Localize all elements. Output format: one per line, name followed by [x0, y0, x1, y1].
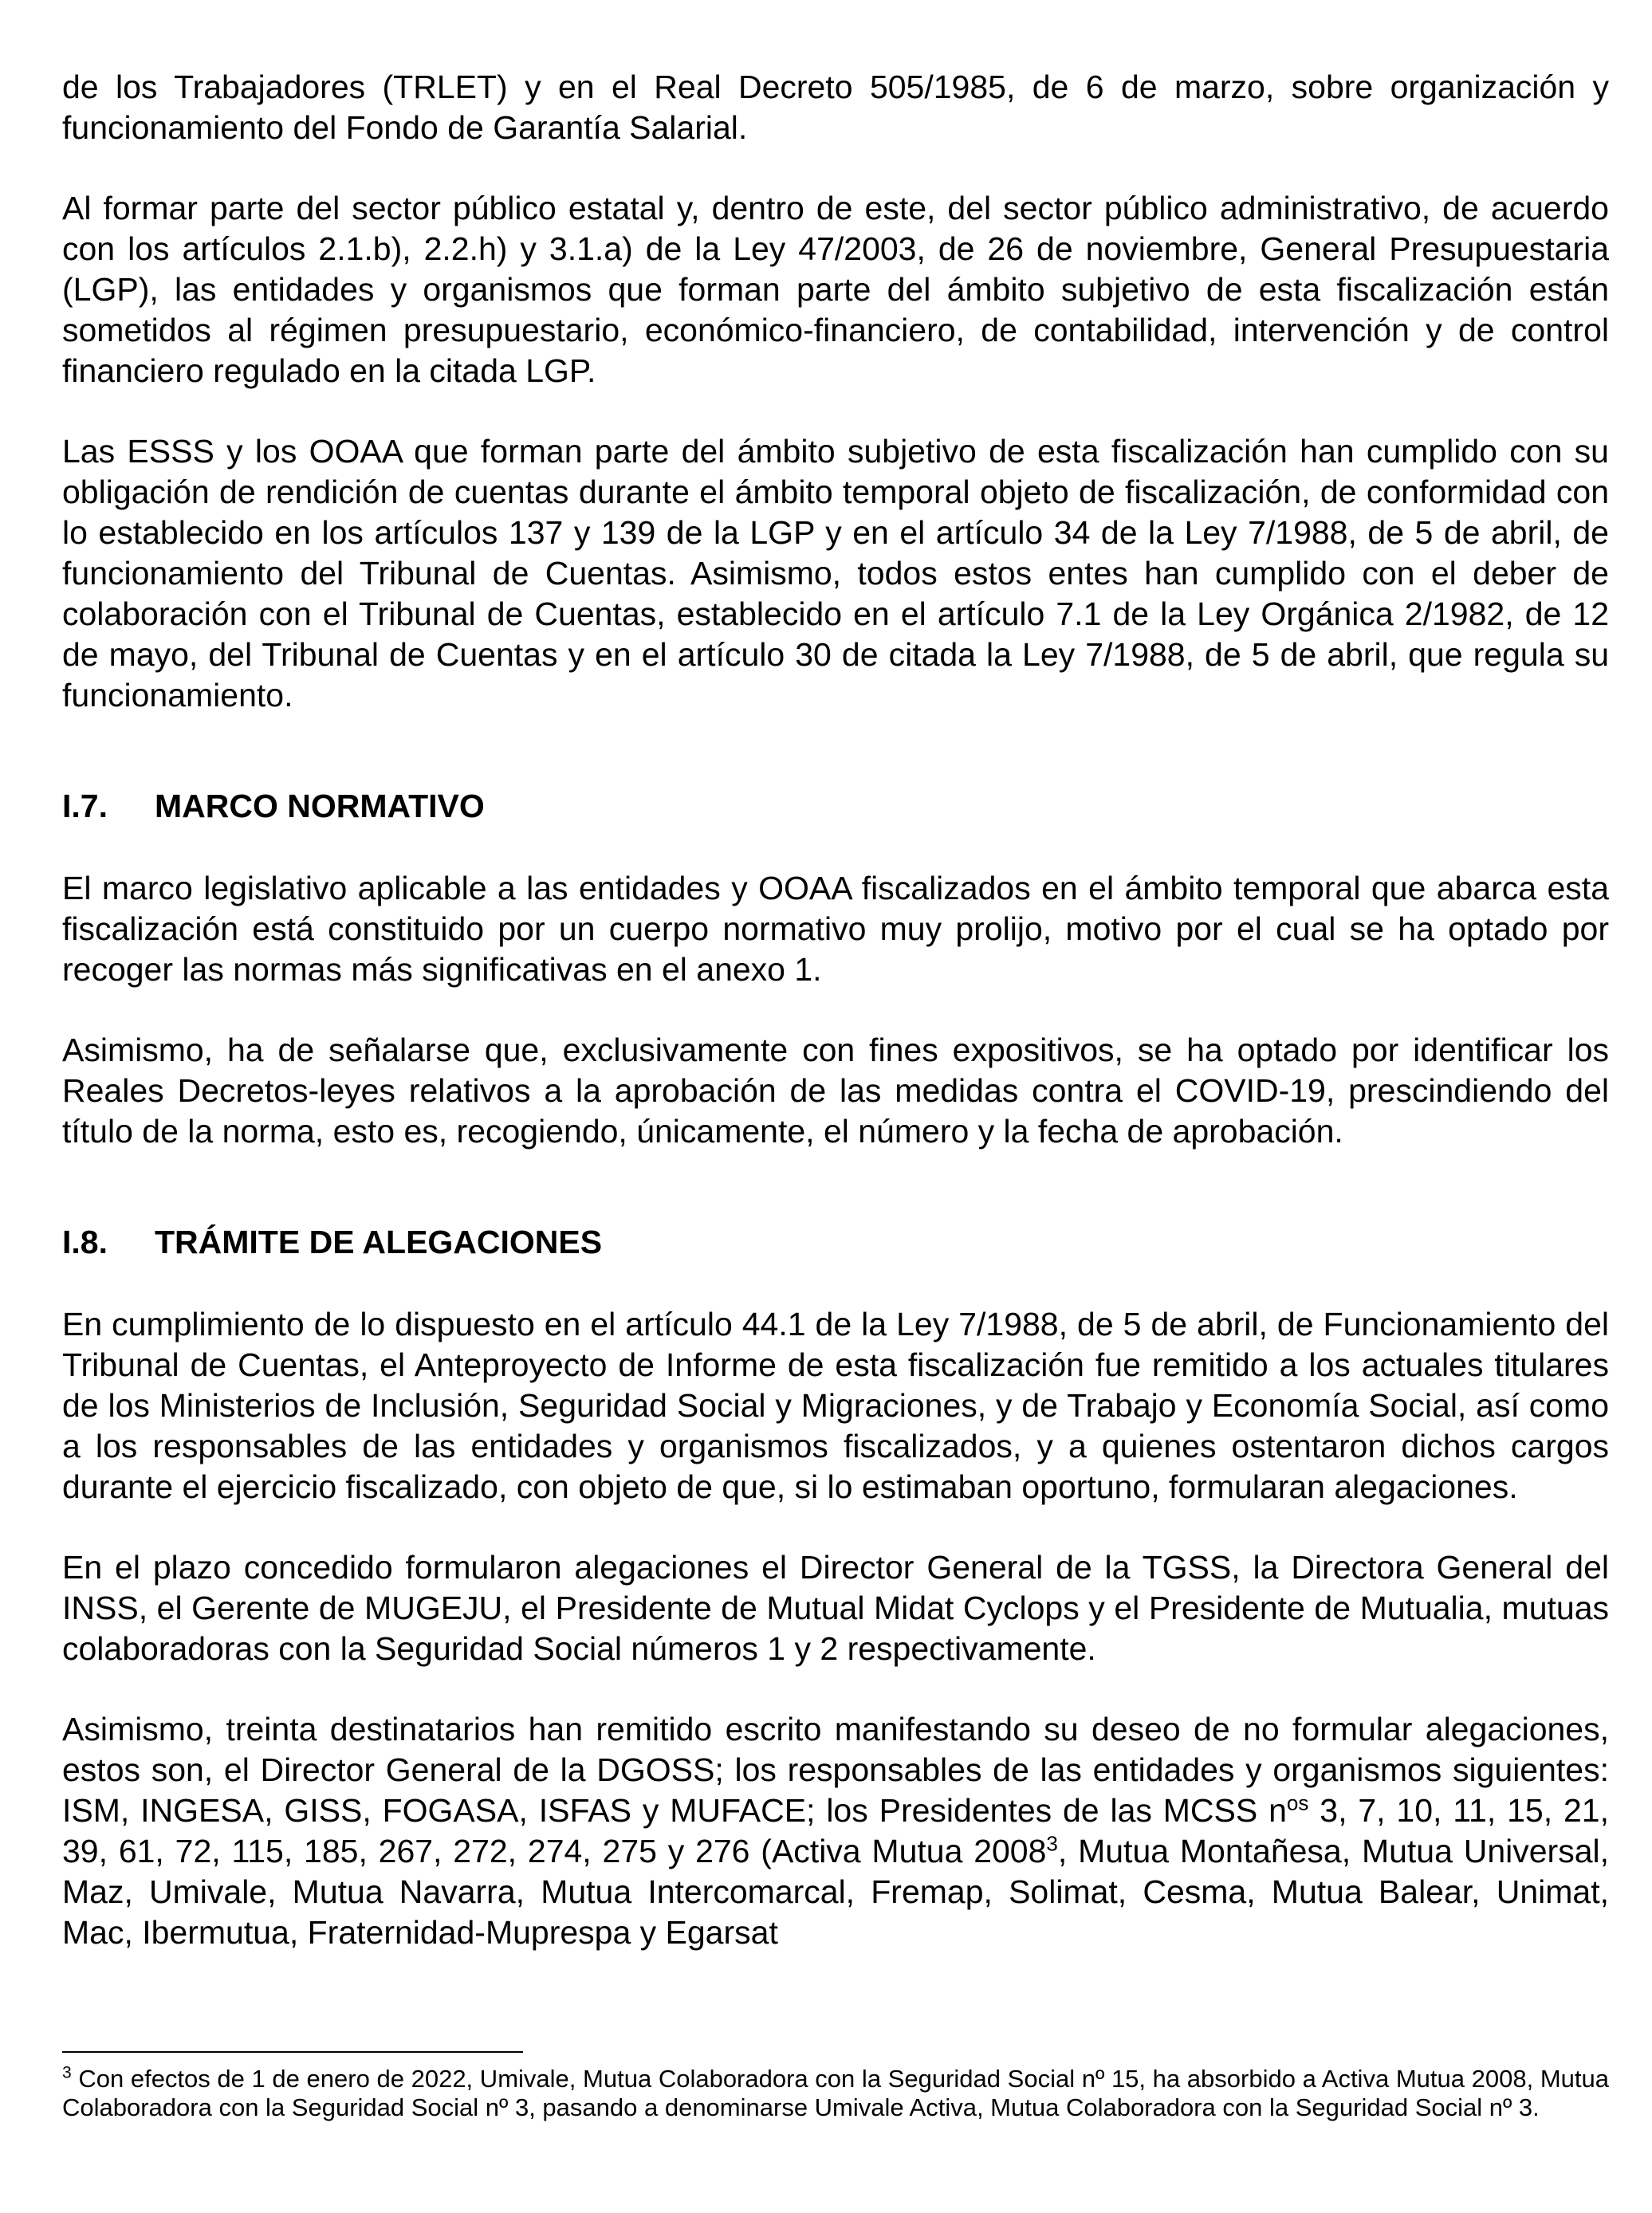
section-number: I.7.	[62, 788, 108, 824]
section-heading-marco-normativo	[62, 786, 1609, 827]
footnote-reference[interactable]: 3	[1046, 1831, 1058, 1856]
paragraph-marco-legislativo: El marco legislativo aplicable a las entidades y OOAA fiscalizados en el ámbito temporal que abarca esta fiscalización está constituido por un cuerpo normativo muy prolijo, motivo por el cual se ha optado por recoger las normas más significativas en el anexo 1.	[62, 870, 1609, 988]
paragraph-reales-decretos: Asimismo, ha de señalarse que, exclusivamente con fines expositivos, se ha optado por identificar los Reales Decretos-leyes relativos a la aprobación de las medidas contra el COVID-19, prescindiendo del título de la norma, esto es, recogiendo, únicamente, el número y la fecha de aprobación.	[62, 1032, 1609, 1150]
paragraph-text-part: Asimismo, treinta destinatarios han remitido escrito manifestando su deseo de no formular alegaciones, estos son, el Director General de la DGOSS; los responsables de las entidades y organismos siguientes: ISM, INGESA, GISS, FOGASA, ISFAS y MUFACE; los Presidentes de las MCSS n	[62, 1711, 1609, 1829]
paragraph-rendicion-cuentas: Las ESSS y los OOAA que forman parte del ámbito subjetivo de esta fiscalización han cumplido con su obligación de rendición de cuentas durante el ámbito temporal objeto de fiscalización, de conformidad con lo establecido en los artículos 137 y 139 de la LGP y en el artículo 34 de la Ley 7/1988, de 5 de abril, de funcionamiento del Tribunal de Cuentas. Asimismo, todos estos entes han cumplido con el deber de colaboración con el Tribunal de Cuentas, establecido en el artículo 7.1 de la Ley Orgánica 2/1982, de 12 de mayo, del Tribunal de Cuentas y en el artículo 30 de citada la Ley 7/1988, de 5 de abril, que regula su funcionamiento.	[62, 433, 1609, 713]
section-number: I.8.	[62, 1224, 108, 1260]
footnote-marker: 3	[62, 2063, 72, 2082]
paragraph-treinta-destinatarios	[62, 1709, 1609, 1953]
paragraph-plazo-concedido: En el plazo concedido formularon alegaciones el Director General de la TGSS, la Directora General del INSS, el Gerente de MUGEJU, el Presidente de Mutual Midat Cyclops y el Presidente de Mutualia, mutuas colaboradoras con la Seguridad Social números 1 y 2 respectivamente.	[62, 1549, 1609, 1667]
document-page	[62, 67, 1609, 1993]
section-title: TRÁMITE DE ALEGACIONES	[155, 1224, 603, 1260]
footnote	[62, 2065, 1609, 2122]
paragraph-cumplimiento: En cumplimiento de lo dispuesto en el artículo 44.1 de la Ley 7/1988, de 5 de abril, de Funcionamiento del Tribunal de Cuentas, el Anteproyecto de Informe de esta fiscalización fue remitido a los actuales titulares de los Ministerios de Inclusión, Seguridad Social y Migraciones, y de Trabajo y Economía Social, así como a los responsables de las entidades y organismos fiscalizados, y a quienes ostentaron dichos cargos durante el ejercicio fiscalizado, con objeto de que, si lo estimaban oportuno, formularan alegaciones.	[62, 1306, 1609, 1505]
section-heading-tramite-alegaciones	[62, 1222, 1609, 1263]
paragraph-trlet: de los Trabajadores (TRLET) y en el Real Decreto 505/1985, de 6 de marzo, sobre organización y funcionamiento del Fondo de Garantía Salarial.	[62, 69, 1609, 146]
paragraph-text-part: , Mutua Montañesa, Mutua Universal, Maz, Umivale, Mutua Navarra, Mutua Intercomarcal, Fremap, Solimat, Cesma, Mutua Balear, Unimat, Mac, Ibermutua, Fraternidad-Muprespa y Egarsat	[62, 1833, 1610, 1951]
paragraph-text-part: 3, 7, 10, 11, 15, 21, 39, 61, 72, 115, 185, 267, 272, 274, 275 y 276 (Activa Mutua 2008	[62, 1792, 1609, 1869]
footnote-text: Con efectos de 1 de enero de 2022, Umivale, Mutua Colaboradora con la Seguridad Social nº 15, ha absorbido a Activa Mutua 2008, Mutua Colaboradora con la Seguridad Social nº 3, pasando a denominarse Umivale Activa, Mutua Colaboradora con la Seguridad Social nº 3.	[62, 2065, 1609, 2121]
footnote-separator	[62, 2051, 523, 2053]
superscript-os: os	[1286, 1790, 1309, 1815]
paragraph-sector-publico: Al formar parte del sector público estatal y, dentro de este, del sector público administrativo, de acuerdo con los artículos 2.1.b), 2.2.h) y 3.1.a) de la Ley 47/2003, de 26 de noviembre, General Presupuestaria (LGP), las entidades y organismos que forman parte del ámbito subjetivo de esta fiscalización están sometidos al régimen presupuestario, económico-financiero, de contabilidad, intervención y de control financiero regulado en la citada LGP.	[62, 190, 1609, 389]
section-title: MARCO NORMATIVO	[155, 788, 485, 824]
